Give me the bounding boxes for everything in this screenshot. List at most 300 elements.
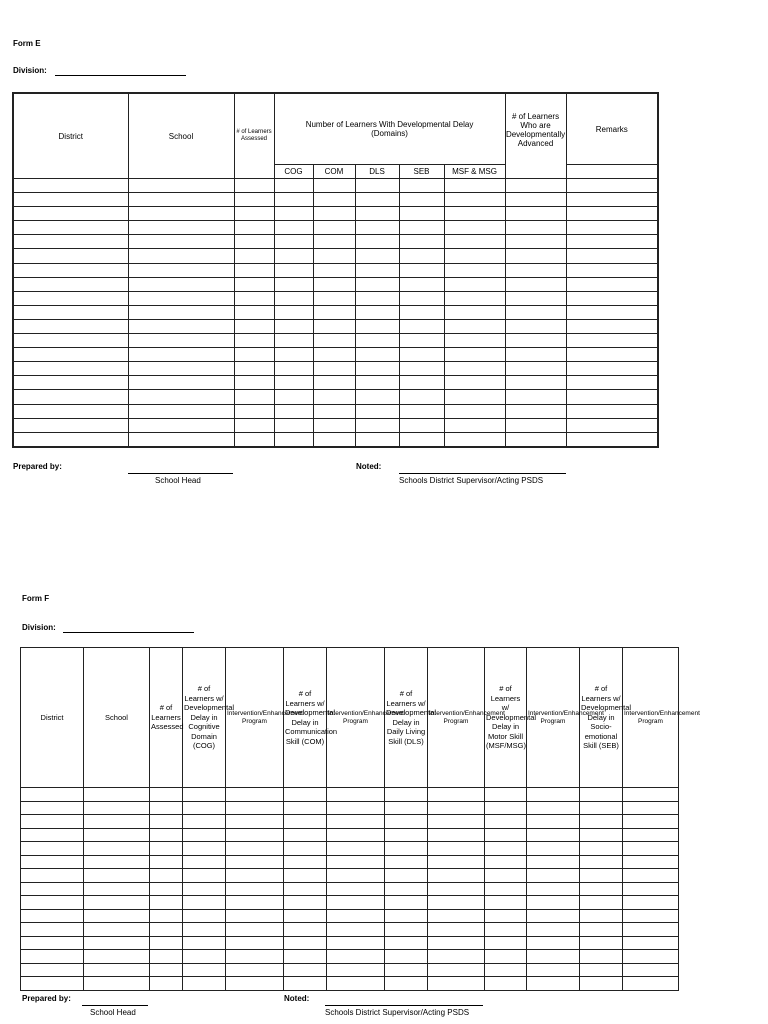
table-cell[interactable]: [128, 179, 234, 193]
table-cell[interactable]: [274, 235, 313, 249]
table-cell[interactable]: [399, 235, 444, 249]
table-cell[interactable]: [399, 348, 444, 362]
table-cell[interactable]: [444, 319, 505, 333]
table-cell[interactable]: [21, 842, 84, 856]
table-cell[interactable]: [527, 788, 580, 802]
table-cell[interactable]: [284, 963, 327, 977]
table-cell[interactable]: [385, 788, 428, 802]
table-cell[interactable]: [505, 390, 566, 404]
table-cell[interactable]: [355, 221, 399, 235]
table-cell[interactable]: [284, 788, 327, 802]
table-cell[interactable]: [580, 815, 623, 829]
table-cell[interactable]: [13, 179, 128, 193]
table-cell[interactable]: [226, 963, 284, 977]
table-cell[interactable]: [274, 432, 313, 447]
table-cell[interactable]: [566, 291, 658, 305]
table-cell[interactable]: [183, 855, 226, 869]
table-cell[interactable]: [234, 418, 274, 432]
table-cell[interactable]: [150, 801, 183, 815]
form-f-prepared-by-field[interactable]: [82, 996, 148, 1006]
table-cell[interactable]: [183, 815, 226, 829]
table-cell[interactable]: [623, 909, 679, 923]
table-cell[interactable]: [150, 828, 183, 842]
table-cell[interactable]: [385, 855, 428, 869]
table-cell[interactable]: [234, 404, 274, 418]
table-cell[interactable]: [444, 291, 505, 305]
table-cell[interactable]: [313, 207, 355, 221]
table-cell[interactable]: [444, 249, 505, 263]
table-cell[interactable]: [505, 348, 566, 362]
table-cell[interactable]: [150, 963, 183, 977]
table-cell[interactable]: [527, 828, 580, 842]
table-cell[interactable]: [355, 179, 399, 193]
table-cell[interactable]: [580, 801, 623, 815]
table-cell[interactable]: [399, 376, 444, 390]
table-cell[interactable]: [226, 950, 284, 964]
table-cell[interactable]: [505, 418, 566, 432]
table-cell[interactable]: [580, 923, 623, 937]
table-cell[interactable]: [385, 869, 428, 883]
table-cell[interactable]: [150, 977, 183, 991]
table-cell[interactable]: [183, 923, 226, 937]
table-cell[interactable]: [580, 788, 623, 802]
table-cell[interactable]: [234, 263, 274, 277]
table-cell[interactable]: [150, 923, 183, 937]
table-cell[interactable]: [623, 855, 679, 869]
form-f-division-field[interactable]: [63, 623, 194, 633]
table-cell[interactable]: [566, 362, 658, 376]
table-cell[interactable]: [234, 319, 274, 333]
table-cell[interactable]: [527, 896, 580, 910]
table-cell[interactable]: [327, 788, 385, 802]
table-cell[interactable]: [444, 305, 505, 319]
table-cell[interactable]: [444, 235, 505, 249]
table-cell[interactable]: [485, 882, 527, 896]
table-cell[interactable]: [505, 277, 566, 291]
table-cell[interactable]: [399, 404, 444, 418]
table-cell[interactable]: [399, 249, 444, 263]
table-cell[interactable]: [284, 882, 327, 896]
table-cell[interactable]: [566, 404, 658, 418]
table-cell[interactable]: [226, 788, 284, 802]
table-cell[interactable]: [399, 179, 444, 193]
table-cell[interactable]: [274, 263, 313, 277]
table-cell[interactable]: [428, 896, 485, 910]
table-cell[interactable]: [284, 869, 327, 883]
table-cell[interactable]: [150, 936, 183, 950]
table-cell[interactable]: [444, 207, 505, 221]
table-cell[interactable]: [566, 305, 658, 319]
table-cell[interactable]: [527, 815, 580, 829]
table-cell[interactable]: [13, 432, 128, 447]
table-cell[interactable]: [527, 842, 580, 856]
table-cell[interactable]: [183, 950, 226, 964]
table-cell[interactable]: [485, 923, 527, 937]
table-cell[interactable]: [355, 263, 399, 277]
table-cell[interactable]: [580, 842, 623, 856]
table-cell[interactable]: [21, 977, 84, 991]
table-cell[interactable]: [327, 936, 385, 950]
table-cell[interactable]: [399, 193, 444, 207]
table-cell[interactable]: [527, 936, 580, 950]
table-cell[interactable]: [327, 855, 385, 869]
table-cell[interactable]: [13, 418, 128, 432]
table-cell[interactable]: [234, 362, 274, 376]
table-cell[interactable]: [327, 977, 385, 991]
table-cell[interactable]: [21, 815, 84, 829]
table-cell[interactable]: [580, 896, 623, 910]
table-cell[interactable]: [150, 909, 183, 923]
table-cell[interactable]: [355, 277, 399, 291]
table-cell[interactable]: [428, 788, 485, 802]
table-cell[interactable]: [399, 390, 444, 404]
table-cell[interactable]: [428, 936, 485, 950]
table-cell[interactable]: [13, 291, 128, 305]
table-cell[interactable]: [428, 855, 485, 869]
table-cell[interactable]: [623, 896, 679, 910]
table-cell[interactable]: [313, 348, 355, 362]
table-cell[interactable]: [21, 896, 84, 910]
table-cell[interactable]: [580, 936, 623, 950]
table-cell[interactable]: [150, 869, 183, 883]
table-cell[interactable]: [327, 801, 385, 815]
table-cell[interactable]: [385, 909, 428, 923]
table-cell[interactable]: [234, 277, 274, 291]
table-cell[interactable]: [13, 348, 128, 362]
table-cell[interactable]: [428, 963, 485, 977]
table-cell[interactable]: [485, 788, 527, 802]
table-cell[interactable]: [234, 193, 274, 207]
table-cell[interactable]: [399, 418, 444, 432]
table-cell[interactable]: [355, 207, 399, 221]
table-cell[interactable]: [313, 319, 355, 333]
table-cell[interactable]: [226, 936, 284, 950]
table-cell[interactable]: [128, 319, 234, 333]
table-cell[interactable]: [505, 207, 566, 221]
table-cell[interactable]: [13, 319, 128, 333]
table-cell[interactable]: [444, 348, 505, 362]
table-cell[interactable]: [355, 348, 399, 362]
table-cell[interactable]: [399, 221, 444, 235]
table-cell[interactable]: [623, 828, 679, 842]
table-cell[interactable]: [566, 376, 658, 390]
table-cell[interactable]: [234, 376, 274, 390]
table-cell[interactable]: [226, 855, 284, 869]
table-cell[interactable]: [505, 334, 566, 348]
table-cell[interactable]: [428, 828, 485, 842]
table-cell[interactable]: [21, 869, 84, 883]
table-cell[interactable]: [566, 277, 658, 291]
table-cell[interactable]: [327, 963, 385, 977]
table-cell[interactable]: [355, 390, 399, 404]
table-cell[interactable]: [150, 788, 183, 802]
table-cell[interactable]: [128, 221, 234, 235]
table-cell[interactable]: [623, 869, 679, 883]
table-cell[interactable]: [313, 249, 355, 263]
table-cell[interactable]: [284, 828, 327, 842]
table-cell[interactable]: [313, 291, 355, 305]
table-cell[interactable]: [385, 896, 428, 910]
table-cell[interactable]: [527, 882, 580, 896]
table-cell[interactable]: [274, 193, 313, 207]
table-cell[interactable]: [128, 418, 234, 432]
table-cell[interactable]: [527, 923, 580, 937]
table-cell[interactable]: [485, 909, 527, 923]
table-cell[interactable]: [428, 815, 485, 829]
table-cell[interactable]: [385, 936, 428, 950]
table-cell[interactable]: [128, 235, 234, 249]
table-cell[interactable]: [580, 950, 623, 964]
table-cell[interactable]: [385, 950, 428, 964]
table-cell[interactable]: [313, 334, 355, 348]
table-cell[interactable]: [327, 909, 385, 923]
table-cell[interactable]: [150, 815, 183, 829]
table-cell[interactable]: [566, 179, 658, 193]
table-cell[interactable]: [505, 179, 566, 193]
form-e-prepared-by-field[interactable]: [128, 464, 233, 474]
table-cell[interactable]: [13, 305, 128, 319]
table-cell[interactable]: [428, 801, 485, 815]
table-cell[interactable]: [226, 869, 284, 883]
table-cell[interactable]: [327, 882, 385, 896]
table-cell[interactable]: [226, 923, 284, 937]
table-cell[interactable]: [623, 882, 679, 896]
table-cell[interactable]: [428, 842, 485, 856]
table-cell[interactable]: [13, 235, 128, 249]
table-cell[interactable]: [234, 221, 274, 235]
table-cell[interactable]: [21, 963, 84, 977]
table-cell[interactable]: [226, 801, 284, 815]
table-cell[interactable]: [13, 263, 128, 277]
table-cell[interactable]: [385, 801, 428, 815]
table-cell[interactable]: [428, 950, 485, 964]
table-cell[interactable]: [313, 277, 355, 291]
table-cell[interactable]: [580, 828, 623, 842]
table-cell[interactable]: [84, 842, 150, 856]
form-e-noted-field[interactable]: [399, 464, 566, 474]
table-cell[interactable]: [399, 334, 444, 348]
table-cell[interactable]: [485, 963, 527, 977]
form-f-noted-field[interactable]: [325, 996, 483, 1006]
table-cell[interactable]: [84, 923, 150, 937]
table-cell[interactable]: [84, 815, 150, 829]
table-cell[interactable]: [444, 376, 505, 390]
table-cell[interactable]: [284, 896, 327, 910]
table-cell[interactable]: [226, 896, 284, 910]
table-cell[interactable]: [444, 390, 505, 404]
table-cell[interactable]: [274, 362, 313, 376]
table-cell[interactable]: [234, 305, 274, 319]
table-cell[interactable]: [313, 193, 355, 207]
table-cell[interactable]: [84, 882, 150, 896]
table-cell[interactable]: [385, 882, 428, 896]
table-cell[interactable]: [313, 179, 355, 193]
table-cell[interactable]: [505, 305, 566, 319]
table-cell[interactable]: [527, 977, 580, 991]
table-cell[interactable]: [505, 291, 566, 305]
table-cell[interactable]: [444, 221, 505, 235]
table-cell[interactable]: [234, 207, 274, 221]
table-cell[interactable]: [385, 977, 428, 991]
table-cell[interactable]: [444, 179, 505, 193]
table-cell[interactable]: [566, 334, 658, 348]
table-cell[interactable]: [355, 432, 399, 447]
table-cell[interactable]: [623, 801, 679, 815]
table-cell[interactable]: [313, 263, 355, 277]
table-cell[interactable]: [485, 896, 527, 910]
table-cell[interactable]: [150, 882, 183, 896]
table-cell[interactable]: [428, 909, 485, 923]
table-cell[interactable]: [623, 977, 679, 991]
table-cell[interactable]: [313, 221, 355, 235]
table-cell[interactable]: [226, 882, 284, 896]
table-cell[interactable]: [428, 869, 485, 883]
table-cell[interactable]: [566, 221, 658, 235]
table-cell[interactable]: [580, 963, 623, 977]
table-cell[interactable]: [505, 263, 566, 277]
table-cell[interactable]: [284, 923, 327, 937]
table-cell[interactable]: [399, 207, 444, 221]
table-cell[interactable]: [505, 319, 566, 333]
table-cell[interactable]: [13, 404, 128, 418]
table-cell[interactable]: [313, 362, 355, 376]
table-cell[interactable]: [385, 923, 428, 937]
table-cell[interactable]: [327, 842, 385, 856]
table-cell[interactable]: [580, 869, 623, 883]
table-cell[interactable]: [505, 376, 566, 390]
table-cell[interactable]: [355, 319, 399, 333]
table-cell[interactable]: [355, 235, 399, 249]
table-cell[interactable]: [183, 801, 226, 815]
table-cell[interactable]: [274, 319, 313, 333]
table-cell[interactable]: [355, 193, 399, 207]
table-cell[interactable]: [128, 334, 234, 348]
table-cell[interactable]: [485, 950, 527, 964]
table-cell[interactable]: [274, 179, 313, 193]
table-cell[interactable]: [13, 249, 128, 263]
table-cell[interactable]: [84, 828, 150, 842]
table-cell[interactable]: [274, 404, 313, 418]
table-cell[interactable]: [313, 418, 355, 432]
table-cell[interactable]: [485, 815, 527, 829]
table-cell[interactable]: [183, 936, 226, 950]
form-e-division-field[interactable]: [55, 66, 186, 76]
table-cell[interactable]: [399, 362, 444, 376]
table-cell[interactable]: [234, 348, 274, 362]
table-cell[interactable]: [13, 221, 128, 235]
table-cell[interactable]: [566, 390, 658, 404]
table-cell[interactable]: [623, 936, 679, 950]
table-cell[interactable]: [234, 390, 274, 404]
table-cell[interactable]: [485, 828, 527, 842]
table-cell[interactable]: [274, 334, 313, 348]
table-cell[interactable]: [444, 263, 505, 277]
table-cell[interactable]: [566, 348, 658, 362]
table-cell[interactable]: [327, 896, 385, 910]
table-cell[interactable]: [128, 305, 234, 319]
table-cell[interactable]: [128, 362, 234, 376]
table-cell[interactable]: [183, 896, 226, 910]
table-cell[interactable]: [527, 963, 580, 977]
table-cell[interactable]: [284, 842, 327, 856]
table-cell[interactable]: [284, 855, 327, 869]
table-cell[interactable]: [428, 882, 485, 896]
table-cell[interactable]: [13, 390, 128, 404]
table-cell[interactable]: [505, 235, 566, 249]
table-cell[interactable]: [428, 977, 485, 991]
table-cell[interactable]: [385, 815, 428, 829]
table-cell[interactable]: [444, 334, 505, 348]
table-cell[interactable]: [623, 815, 679, 829]
table-cell[interactable]: [274, 207, 313, 221]
table-cell[interactable]: [485, 977, 527, 991]
table-cell[interactable]: [13, 376, 128, 390]
table-cell[interactable]: [444, 362, 505, 376]
table-cell[interactable]: [234, 249, 274, 263]
table-cell[interactable]: [128, 376, 234, 390]
table-cell[interactable]: [128, 432, 234, 447]
table-cell[interactable]: [327, 923, 385, 937]
table-cell[interactable]: [327, 950, 385, 964]
table-cell[interactable]: [150, 950, 183, 964]
table-cell[interactable]: [313, 390, 355, 404]
table-cell[interactable]: [355, 418, 399, 432]
table-cell[interactable]: [21, 936, 84, 950]
table-cell[interactable]: [566, 207, 658, 221]
table-cell[interactable]: [84, 869, 150, 883]
table-cell[interactable]: [566, 319, 658, 333]
table-cell[interactable]: [355, 334, 399, 348]
table-cell[interactable]: [150, 855, 183, 869]
table-cell[interactable]: [183, 842, 226, 856]
table-cell[interactable]: [313, 235, 355, 249]
table-cell[interactable]: [274, 390, 313, 404]
table-cell[interactable]: [183, 977, 226, 991]
table-cell[interactable]: [623, 788, 679, 802]
table-cell[interactable]: [485, 855, 527, 869]
table-cell[interactable]: [327, 828, 385, 842]
table-cell[interactable]: [485, 801, 527, 815]
table-cell[interactable]: [274, 376, 313, 390]
table-cell[interactable]: [21, 923, 84, 937]
table-cell[interactable]: [485, 869, 527, 883]
table-cell[interactable]: [355, 305, 399, 319]
table-cell[interactable]: [623, 923, 679, 937]
table-cell[interactable]: [527, 909, 580, 923]
table-cell[interactable]: [183, 828, 226, 842]
table-cell[interactable]: [505, 404, 566, 418]
table-cell[interactable]: [399, 263, 444, 277]
table-cell[interactable]: [284, 801, 327, 815]
table-cell[interactable]: [527, 855, 580, 869]
table-cell[interactable]: [128, 390, 234, 404]
table-cell[interactable]: [505, 432, 566, 447]
table-cell[interactable]: [128, 404, 234, 418]
table-cell[interactable]: [84, 801, 150, 815]
table-cell[interactable]: [580, 855, 623, 869]
table-cell[interactable]: [128, 207, 234, 221]
table-cell[interactable]: [234, 179, 274, 193]
table-cell[interactable]: [428, 923, 485, 937]
table-cell[interactable]: [183, 963, 226, 977]
table-cell[interactable]: [128, 249, 234, 263]
table-cell[interactable]: [21, 788, 84, 802]
table-cell[interactable]: [13, 334, 128, 348]
table-cell[interactable]: [284, 909, 327, 923]
table-cell[interactable]: [226, 815, 284, 829]
table-cell[interactable]: [355, 291, 399, 305]
table-cell[interactable]: [21, 828, 84, 842]
